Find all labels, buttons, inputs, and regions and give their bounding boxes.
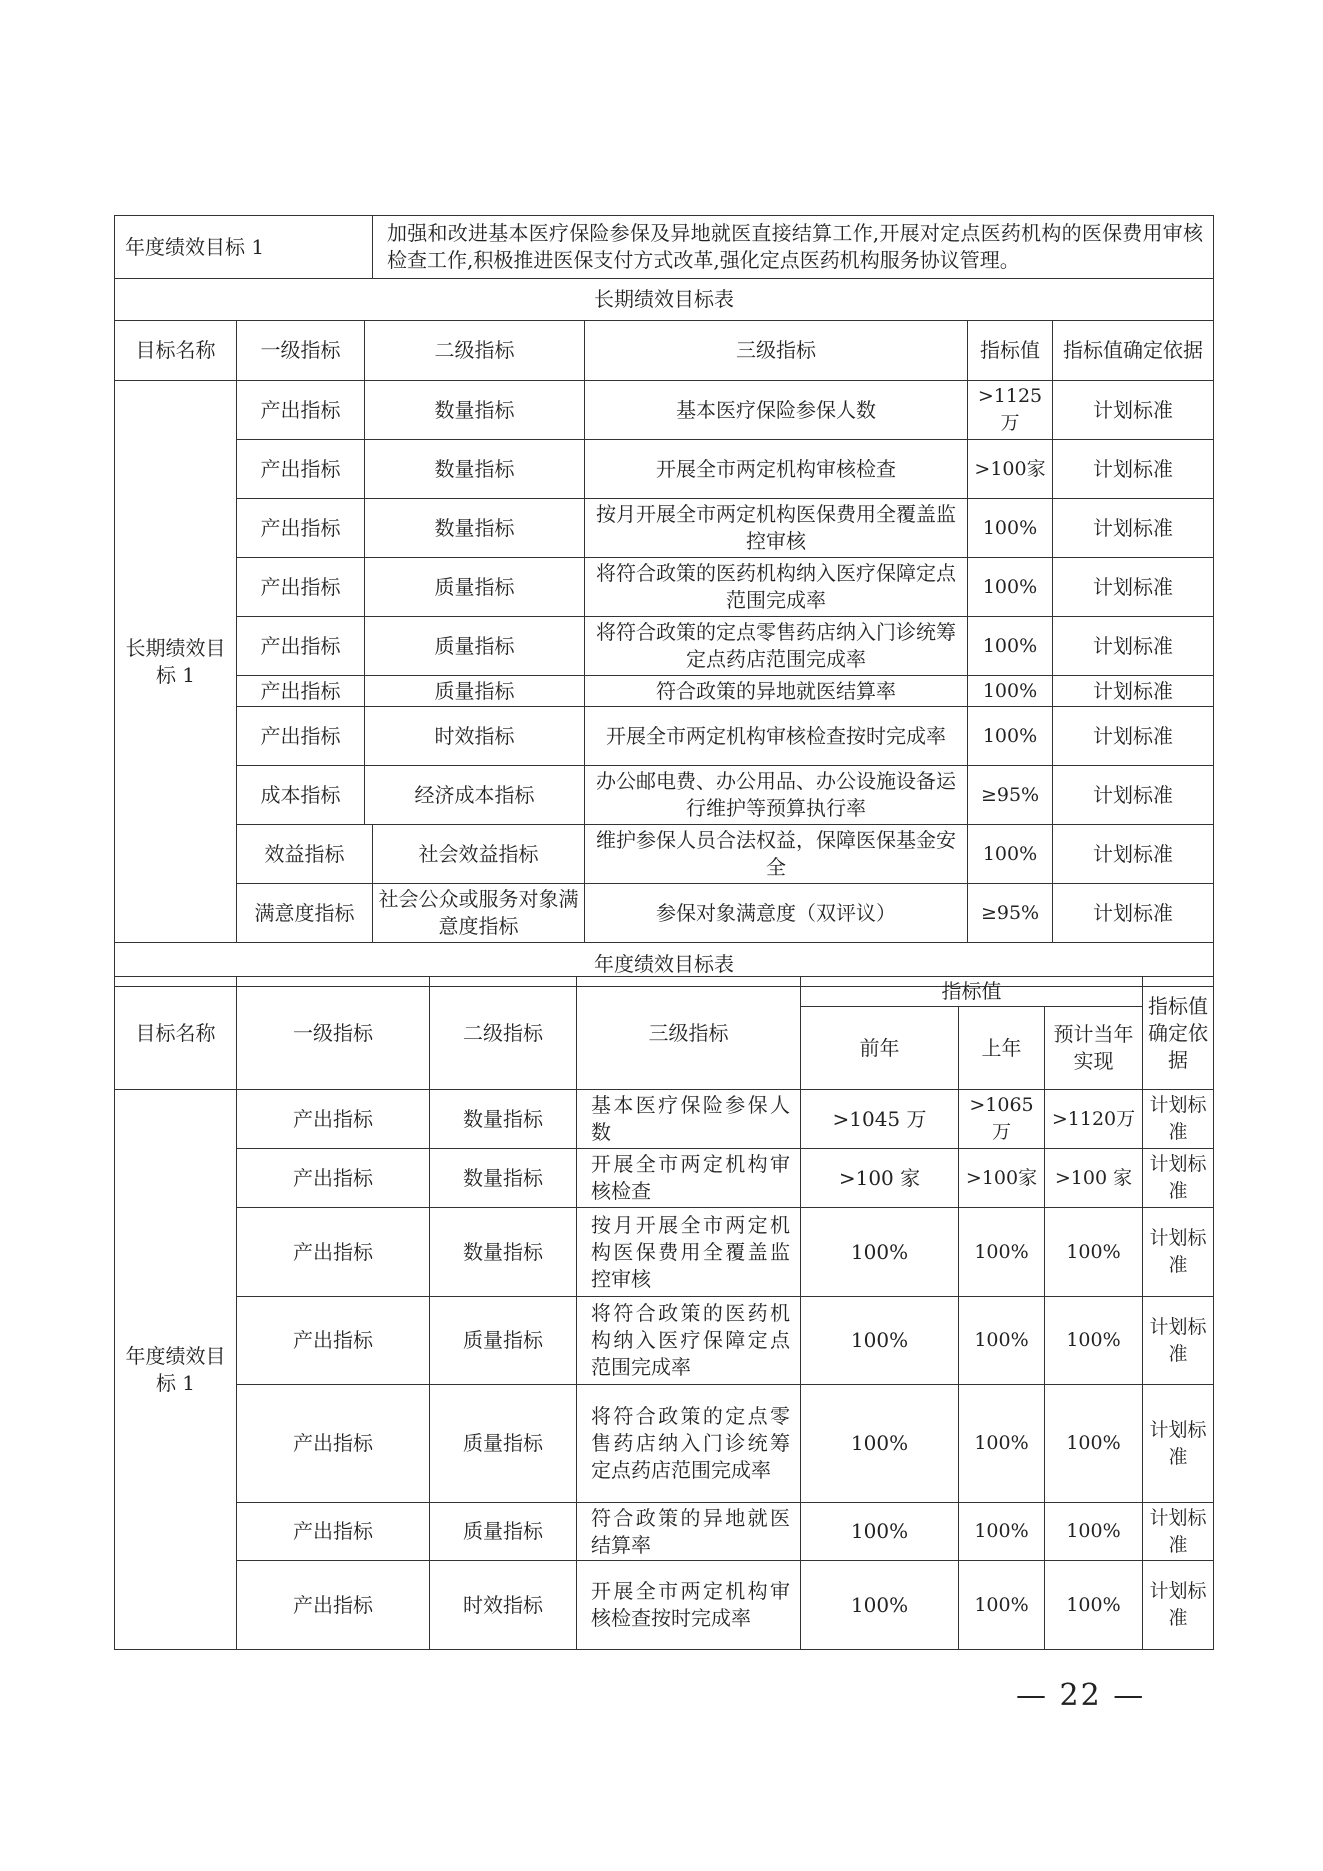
level1-cell: 满意度指标 xyxy=(237,884,373,943)
current-cell: 100% xyxy=(1045,1561,1143,1650)
prev1-cell: 100% xyxy=(959,1208,1045,1297)
annual-goal-name: 年度绩效目标 1 xyxy=(115,1090,237,1650)
level2-cell: 质量指标 xyxy=(365,558,585,617)
header-level3: 三级指标 xyxy=(577,977,801,1090)
level1-cell: 产出指标 xyxy=(237,1090,430,1149)
table-row xyxy=(115,617,1214,676)
basis-cell: 计划标准 xyxy=(1053,707,1214,766)
level2-cell: 时效指标 xyxy=(365,707,585,766)
level3-cell: 符合政策的异地就医结算率 xyxy=(585,676,968,707)
prev1-cell: 100% xyxy=(959,1503,1045,1561)
basis-cell: 计划标准 xyxy=(1053,440,1214,499)
current-cell: 100% xyxy=(1045,1208,1143,1297)
current-cell: >1120万 xyxy=(1045,1090,1143,1149)
table-row xyxy=(115,676,1214,707)
table-row xyxy=(115,1561,1214,1650)
basis-cell: 计划标准 xyxy=(1143,1090,1214,1149)
header-current: 预计当年实现 xyxy=(1045,1007,1143,1090)
basis-cell: 计划标准 xyxy=(1143,1149,1214,1208)
basis-cell: 计划标准 xyxy=(1143,1297,1214,1385)
basis-cell: 计划标准 xyxy=(1053,825,1214,884)
level3-cell: 将符合政策的医药机构纳入医疗保障定点范围完成率 xyxy=(585,558,968,617)
value-cell: 100% xyxy=(968,825,1053,884)
level3-cell: 按月开展全市两定机构医保费用全覆盖监控审核 xyxy=(577,1208,801,1297)
header-level1: 一级指标 xyxy=(237,321,365,381)
level1-cell: 产出指标 xyxy=(237,676,365,707)
table-row xyxy=(115,1503,1214,1561)
level1-cell: 产出指标 xyxy=(237,1385,430,1503)
basis-cell: 计划标准 xyxy=(1143,1503,1214,1561)
level3-cell: 将符合政策的定点零售药店纳入门诊统筹定点药店范围完成率 xyxy=(577,1385,801,1503)
prev1-cell: 100% xyxy=(959,1297,1045,1385)
basis-cell: 计划标准 xyxy=(1053,558,1214,617)
level2-cell: 时效指标 xyxy=(430,1561,577,1650)
prev2-cell: >1045 万 xyxy=(801,1090,959,1149)
level1-cell: 产出指标 xyxy=(237,1208,430,1297)
prev1-cell: >1065万 xyxy=(959,1090,1045,1149)
table-row xyxy=(115,1090,1214,1149)
level1-cell: 成本指标 xyxy=(237,766,365,825)
table-row xyxy=(115,558,1214,617)
level2-cell: 数量指标 xyxy=(430,1090,577,1149)
level3-cell: 基本医疗保险参保人数 xyxy=(585,381,968,440)
long-term-header-row xyxy=(115,321,1214,381)
level3-cell: 开展全市两定机构审核检查按时完成率 xyxy=(585,707,968,766)
basis-cell: 计划标准 xyxy=(1053,381,1214,440)
table-row xyxy=(115,1297,1214,1385)
annual-goal-table xyxy=(114,976,1214,1650)
level2-cell: 数量指标 xyxy=(365,499,585,558)
level3-cell: 将符合政策的定点零售药店纳入门诊统筹定点药店范围完成率 xyxy=(585,617,968,676)
header-basis: 指标值确定依据 xyxy=(1053,321,1214,381)
level1-cell: 产出指标 xyxy=(237,440,365,499)
prev2-cell: 100% xyxy=(801,1297,959,1385)
long-term-goal-table xyxy=(114,215,1214,987)
header-basis: 指标值确定依据 xyxy=(1143,977,1214,1090)
prev2-cell: 100% xyxy=(801,1208,959,1297)
level3-cell: 基本医疗保险参保人数 xyxy=(577,1090,801,1149)
level2-cell: 质量指标 xyxy=(430,1385,577,1503)
level3-cell: 办公邮电费、办公用品、办公设施设备运行维护等预算执行率 xyxy=(585,766,968,825)
prev1-cell: >100家 xyxy=(959,1149,1045,1208)
table-row xyxy=(115,440,1214,499)
prev2-cell: 100% xyxy=(801,1385,959,1503)
level2-cell: 质量指标 xyxy=(365,676,585,707)
level1-cell: 产出指标 xyxy=(237,499,365,558)
level2-cell: 数量指标 xyxy=(365,381,585,440)
level3-cell: 符合政策的异地就医结算率 xyxy=(577,1503,801,1561)
value-cell: 100% xyxy=(968,676,1053,707)
current-cell: 100% xyxy=(1045,1503,1143,1561)
table-row xyxy=(115,707,1214,766)
level3-cell: 开展全市两定机构审核检查按时完成率 xyxy=(577,1561,801,1650)
level1-cell: 产出指标 xyxy=(237,1149,430,1208)
table-row xyxy=(115,825,1214,884)
prev1-cell: 100% xyxy=(959,1385,1045,1503)
table-row xyxy=(115,381,1214,440)
header-value: 指标值 xyxy=(968,321,1053,381)
level1-cell: 产出指标 xyxy=(237,558,365,617)
level2-cell: 数量指标 xyxy=(365,440,585,499)
current-cell: >100 家 xyxy=(1045,1149,1143,1208)
level3-cell: 维护参保人员合法权益，保障医保基金安全 xyxy=(585,825,968,884)
level1-cell: 产出指标 xyxy=(237,617,365,676)
level2-cell: 数量指标 xyxy=(430,1208,577,1297)
header-goal-name: 目标名称 xyxy=(115,321,237,381)
level3-cell: 将符合政策的医药机构纳入医疗保障定点范围完成率 xyxy=(577,1297,801,1385)
value-cell: >100家 xyxy=(968,440,1053,499)
level2-cell: 社会效益指标 xyxy=(373,825,585,884)
level3-cell: 开展全市两定机构审核检查 xyxy=(577,1149,801,1208)
prev2-cell: 100% xyxy=(801,1561,959,1650)
prev2-cell: >100 家 xyxy=(801,1149,959,1208)
level2-cell: 经济成本指标 xyxy=(365,766,585,825)
header-goal-name: 目标名称 xyxy=(115,977,237,1090)
long-term-goal-name: 长期绩效目标 1 xyxy=(115,381,237,943)
annual-table-title: 年度绩效目标表 xyxy=(115,943,1214,987)
value-cell: 100% xyxy=(968,617,1053,676)
header-level2: 二级指标 xyxy=(365,321,585,381)
page-number: — 22 — xyxy=(1016,1678,1146,1713)
level2-cell: 质量指标 xyxy=(430,1503,577,1561)
level3-cell: 开展全市两定机构审核检查 xyxy=(585,440,968,499)
goal-description: 加强和改进基本医疗保险参保及异地就医直接结算工作,开展对定点医药机构的医保费用审核检查工作,积极推进医保支付方式改革,强化定点医药机构服务协议管理。 xyxy=(373,216,1214,279)
basis-cell: 计划标准 xyxy=(1053,499,1214,558)
basis-cell: 计划标准 xyxy=(1143,1385,1214,1503)
level1-cell: 产出指标 xyxy=(237,381,365,440)
level1-cell: 产出指标 xyxy=(237,1561,430,1650)
basis-cell: 计划标准 xyxy=(1143,1561,1214,1650)
basis-cell: 计划标准 xyxy=(1053,617,1214,676)
level1-cell: 效益指标 xyxy=(237,825,373,884)
header-prev2: 前年 xyxy=(801,1007,959,1090)
level2-cell: 质量指标 xyxy=(430,1297,577,1385)
goal-label: 年度绩效目标 1 xyxy=(115,216,373,279)
long-term-table-title: 长期绩效目标表 xyxy=(115,279,1214,321)
prev2-cell: 100% xyxy=(801,1503,959,1561)
value-cell: ≥95% xyxy=(968,766,1053,825)
level3-cell: 按月开展全市两定机构医保费用全覆盖监控审核 xyxy=(585,499,968,558)
table-row xyxy=(115,1149,1214,1208)
current-cell: 100% xyxy=(1045,1297,1143,1385)
header-level2: 二级指标 xyxy=(430,977,577,1090)
annual-header-row xyxy=(115,977,1214,1007)
level2-cell: 数量指标 xyxy=(430,1149,577,1208)
basis-cell: 计划标准 xyxy=(1053,766,1214,825)
table-row xyxy=(115,499,1214,558)
level3-cell: 参保对象满意度（双评议） xyxy=(585,884,968,943)
header-level3: 三级指标 xyxy=(585,321,968,381)
basis-cell: 计划标准 xyxy=(1143,1208,1214,1297)
header-level1: 一级指标 xyxy=(237,977,430,1090)
table-row xyxy=(115,1208,1214,1297)
level2-cell: 质量指标 xyxy=(365,617,585,676)
basis-cell: 计划标准 xyxy=(1053,884,1214,943)
header-prev1: 上年 xyxy=(959,1007,1045,1090)
value-cell: 100% xyxy=(968,499,1053,558)
current-cell: 100% xyxy=(1045,1385,1143,1503)
value-cell: 100% xyxy=(968,707,1053,766)
value-cell: ≥95% xyxy=(968,884,1053,943)
table-row xyxy=(115,766,1214,825)
basis-cell: 计划标准 xyxy=(1053,676,1214,707)
table-row xyxy=(115,1385,1214,1503)
level1-cell: 产出指标 xyxy=(237,1503,430,1561)
level2-cell: 社会公众或服务对象满意度指标 xyxy=(373,884,585,943)
header-value-group: 指标值 xyxy=(801,977,1143,1007)
level1-cell: 产出指标 xyxy=(237,1297,430,1385)
value-cell: >1125万 xyxy=(968,381,1053,440)
prev1-cell: 100% xyxy=(959,1561,1045,1650)
level1-cell: 产出指标 xyxy=(237,707,365,766)
table-row xyxy=(115,884,1214,943)
value-cell: 100% xyxy=(968,558,1053,617)
